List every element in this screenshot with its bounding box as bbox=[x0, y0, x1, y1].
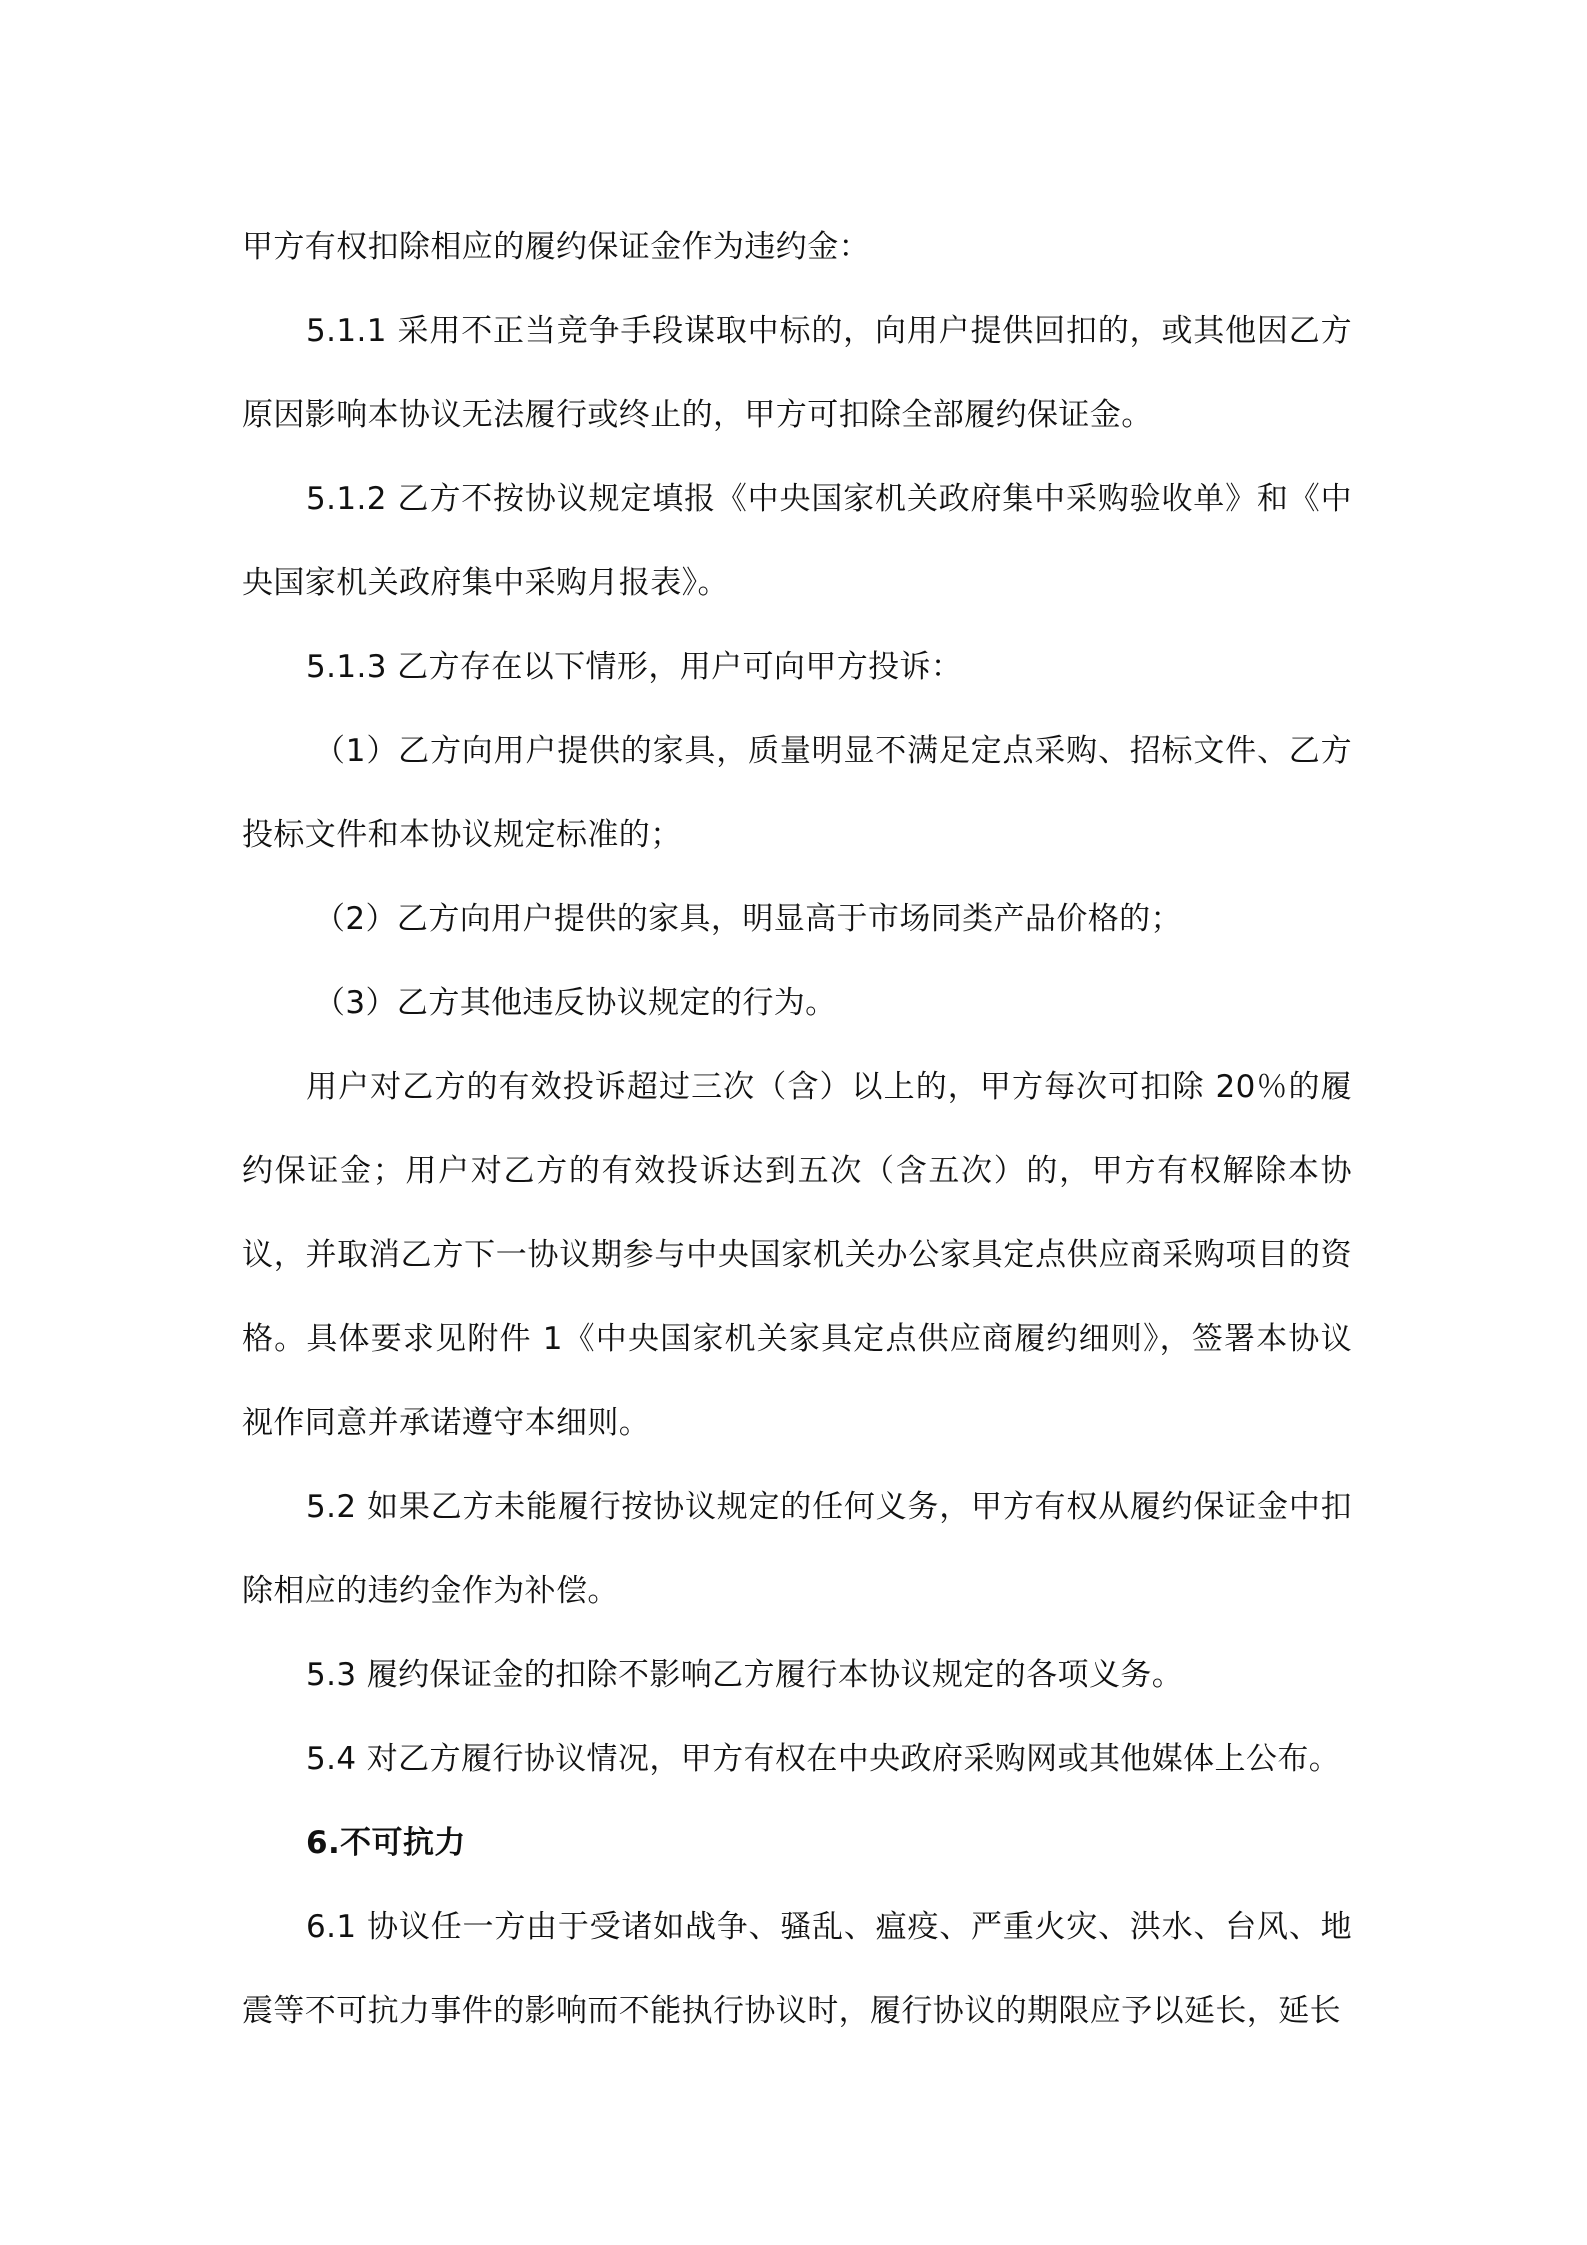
paragraph-5-2: 5.2 如果乙方未能履行按协议规定的任何义务，甲方有权从履约保证金中扣除相应的违约金作为补偿。 bbox=[242, 1489, 1352, 1609]
section-heading-6: 6.不可抗力 bbox=[306, 1825, 466, 1861]
list-item-2: （2）乙方向用户提供的家具，明显高于市场同类产品价格的； bbox=[314, 901, 1182, 937]
paragraph-6-1: 6.1 协议任一方由于受诸如战争、骚乱、瘟疫、严重火灾、洪水、台风、地震等不可抗力事件的影响而不能执行协议时，履行协议的期限应予以延长，延长 bbox=[242, 1909, 1352, 2029]
paragraph-5-1-2: 5.1.2 乙方不按协议规定填报《中央国家机关政府集中采购验收单》和《中央国家机关政府集中采购月报表》。 bbox=[242, 481, 1352, 601]
paragraph-intro: 甲方有权扣除相应的履约保证金作为违约金： bbox=[242, 229, 870, 265]
paragraph-5-1-3: 5.1.3 乙方存在以下情形，用户可向甲方投诉： bbox=[306, 649, 963, 685]
document-body bbox=[242, 205, 1352, 2053]
paragraph-5-1-1: 5.1.1 采用不正当竞争手段谋取中标的，向用户提供回扣的，或其他因乙方原因影响本协议无法履行或终止的，甲方可扣除全部履约保证金。 bbox=[242, 313, 1352, 433]
list-item-1: （1）乙方向用户提供的家具，质量明显不满足定点采购、招标文件、乙方投标文件和本协议规定标准的； bbox=[242, 733, 1352, 853]
list-item-3: （3）乙方其他违反协议规定的行为。 bbox=[314, 985, 837, 1021]
paragraph-complaints: 用户对乙方的有效投诉超过三次（含）以上的，甲方每次可扣除 20％的履约保证金；用户对乙方的有效投诉达到五次（含五次）的，甲方有权解除本协议，并取消乙方下一协议期参与中央国家机关办公家具定点供应商采购项目的资格。具体要求见附件 1《中央国家机关家具定点供应商履约细则》，签署本协议视作同意并承诺遵守本细则。 bbox=[242, 1069, 1352, 1441]
paragraph-5-4: 5.4 对乙方履行协议情况，甲方有权在中央政府采购网或其他媒体上公布。 bbox=[306, 1741, 1341, 1777]
paragraph-5-3: 5.3 履约保证金的扣除不影响乙方履行本协议规定的各项义务。 bbox=[306, 1657, 1184, 1693]
